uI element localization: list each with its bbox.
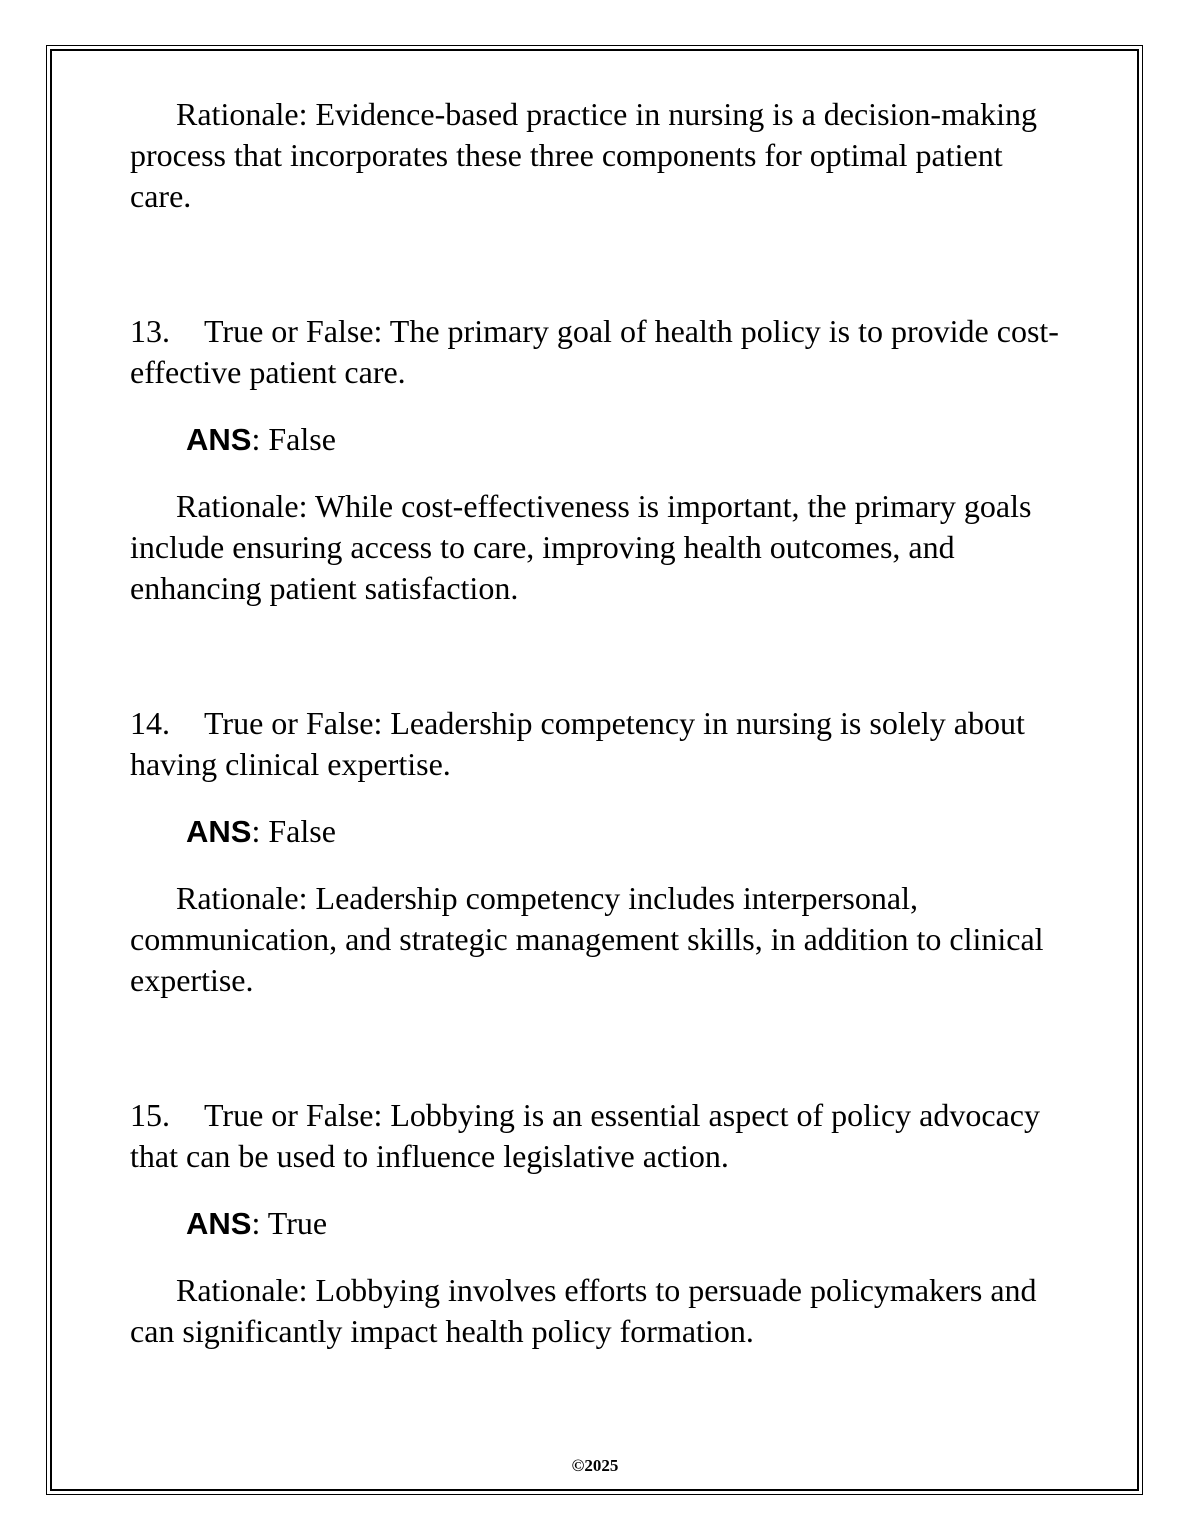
question-number: 14. [130,705,170,741]
document-body [130,94,1070,1352]
question-block-15 [130,1095,1070,1352]
answer-14 [130,811,1070,852]
rationale-15: Rationale: Lobbying involves efforts to persuade policymakers and can significantly impact health policy formation. [130,1272,1037,1349]
question-block-13 [130,311,1070,609]
intro-rationale: Rationale: Evidence-based practice in nursing is a decision-making process that incorporates these three components for optimal patient care. [130,96,1038,214]
question-14 [130,703,1070,785]
answer-value: : False [251,813,336,849]
question-15 [130,1095,1070,1177]
question-number: 15. [130,1097,170,1133]
ans-label: ANS [186,814,252,849]
question-13 [130,311,1070,393]
answer-value: : True [251,1205,328,1241]
answer-13 [130,419,1070,460]
question-text: True or False: The primary goal of health policy is to provide cost-effective patient care. [130,313,1059,390]
question-text: True or False: Lobbying is an essential aspect of policy advocacy that can be used to influence legislative action. [130,1097,1040,1174]
rationale-14: Rationale: Leadership competency includes interpersonal, communication, and strategic management skills, in addition to clinical expertise. [130,880,1044,998]
question-number: 13. [130,313,170,349]
question-block-14 [130,703,1070,1001]
ans-label: ANS [186,422,252,457]
answer-value: : False [251,421,336,457]
rationale-13: Rationale: While cost-effectiveness is important, the primary goals include ensuring access to care, improving health outcomes, and enhancing patient satisfaction. [130,488,1032,606]
ans-label: ANS [186,1206,252,1241]
copyright-footer: ©2025 [571,1456,619,1475]
question-text: True or False: Leadership competency in nursing is solely about having clinical expertise. [130,705,1025,782]
answer-15 [130,1203,1070,1244]
